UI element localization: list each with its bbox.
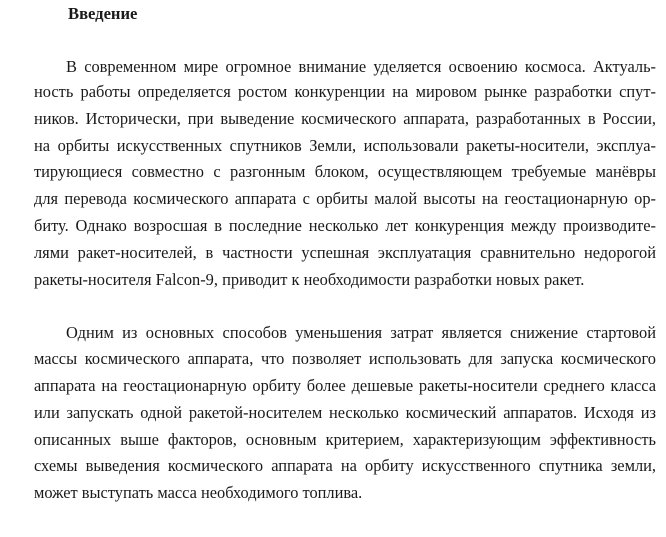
paragraph-1-line-6: для перевода космического аппарата с орбиты малой высоты на геостационарную ор- bbox=[34, 189, 656, 208]
section-heading: Введение bbox=[68, 4, 138, 23]
paragraph-2-line-7: может выступать масса необходимого топлива. bbox=[34, 483, 363, 502]
paragraph-1-line-8: лями ракет-носителей, в частности успешная эксплуатация сравнительно недорогой bbox=[34, 243, 656, 262]
paragraph-2-line-4: или запускать одной ракетой-носителем несколько космический аппаратов. Исходя из bbox=[34, 403, 656, 422]
paragraph-1-line-1: В современном мире огромное внимание уделяется освоению космоса. Актуаль- bbox=[66, 57, 656, 76]
paragraph-1-line-2: ность работы определяется ростом конкуренции на мировом рынке разработки спут- bbox=[34, 82, 656, 101]
paragraph-1-line-3: ников. Исторически, при выведение космического аппарата, разработанных в России, bbox=[34, 109, 656, 128]
paragraph-2-line-5: описанных выше факторов, основным критерием, характеризующим эффективность bbox=[34, 430, 656, 449]
paragraph-1-line-9: ракеты-носителя Falcon-9, приводит к необходимости разработки новых ракет. bbox=[34, 270, 585, 289]
paragraph-2-line-6: схемы выведения космического аппарата на орбиту искусственного спутника земли, bbox=[34, 456, 656, 475]
paragraph-1-line-5: тирующиеся совместно с разгонным блоком, осуществляющем требуемые манёвры bbox=[34, 162, 656, 181]
paragraph-1-line-7: биту. Однако возросшая в последние несколько лет конкуренция между производите- bbox=[34, 216, 656, 235]
paragraph-2-line-2: массы космического аппарата, что позволяет использовать для запуска космического bbox=[34, 349, 656, 368]
paragraph-2-line-3: аппарата на геостационарную орбиту более дешевые ракеты-носители среднего класса bbox=[34, 376, 656, 395]
paragraph-1-line-4: на орбиты искусственных спутников Земли, использовали ракеты-носители, эксплуа- bbox=[34, 136, 656, 155]
paragraph-2-line-1: Одним из основных способов уменьшения затрат является снижение стартовой bbox=[66, 323, 656, 342]
